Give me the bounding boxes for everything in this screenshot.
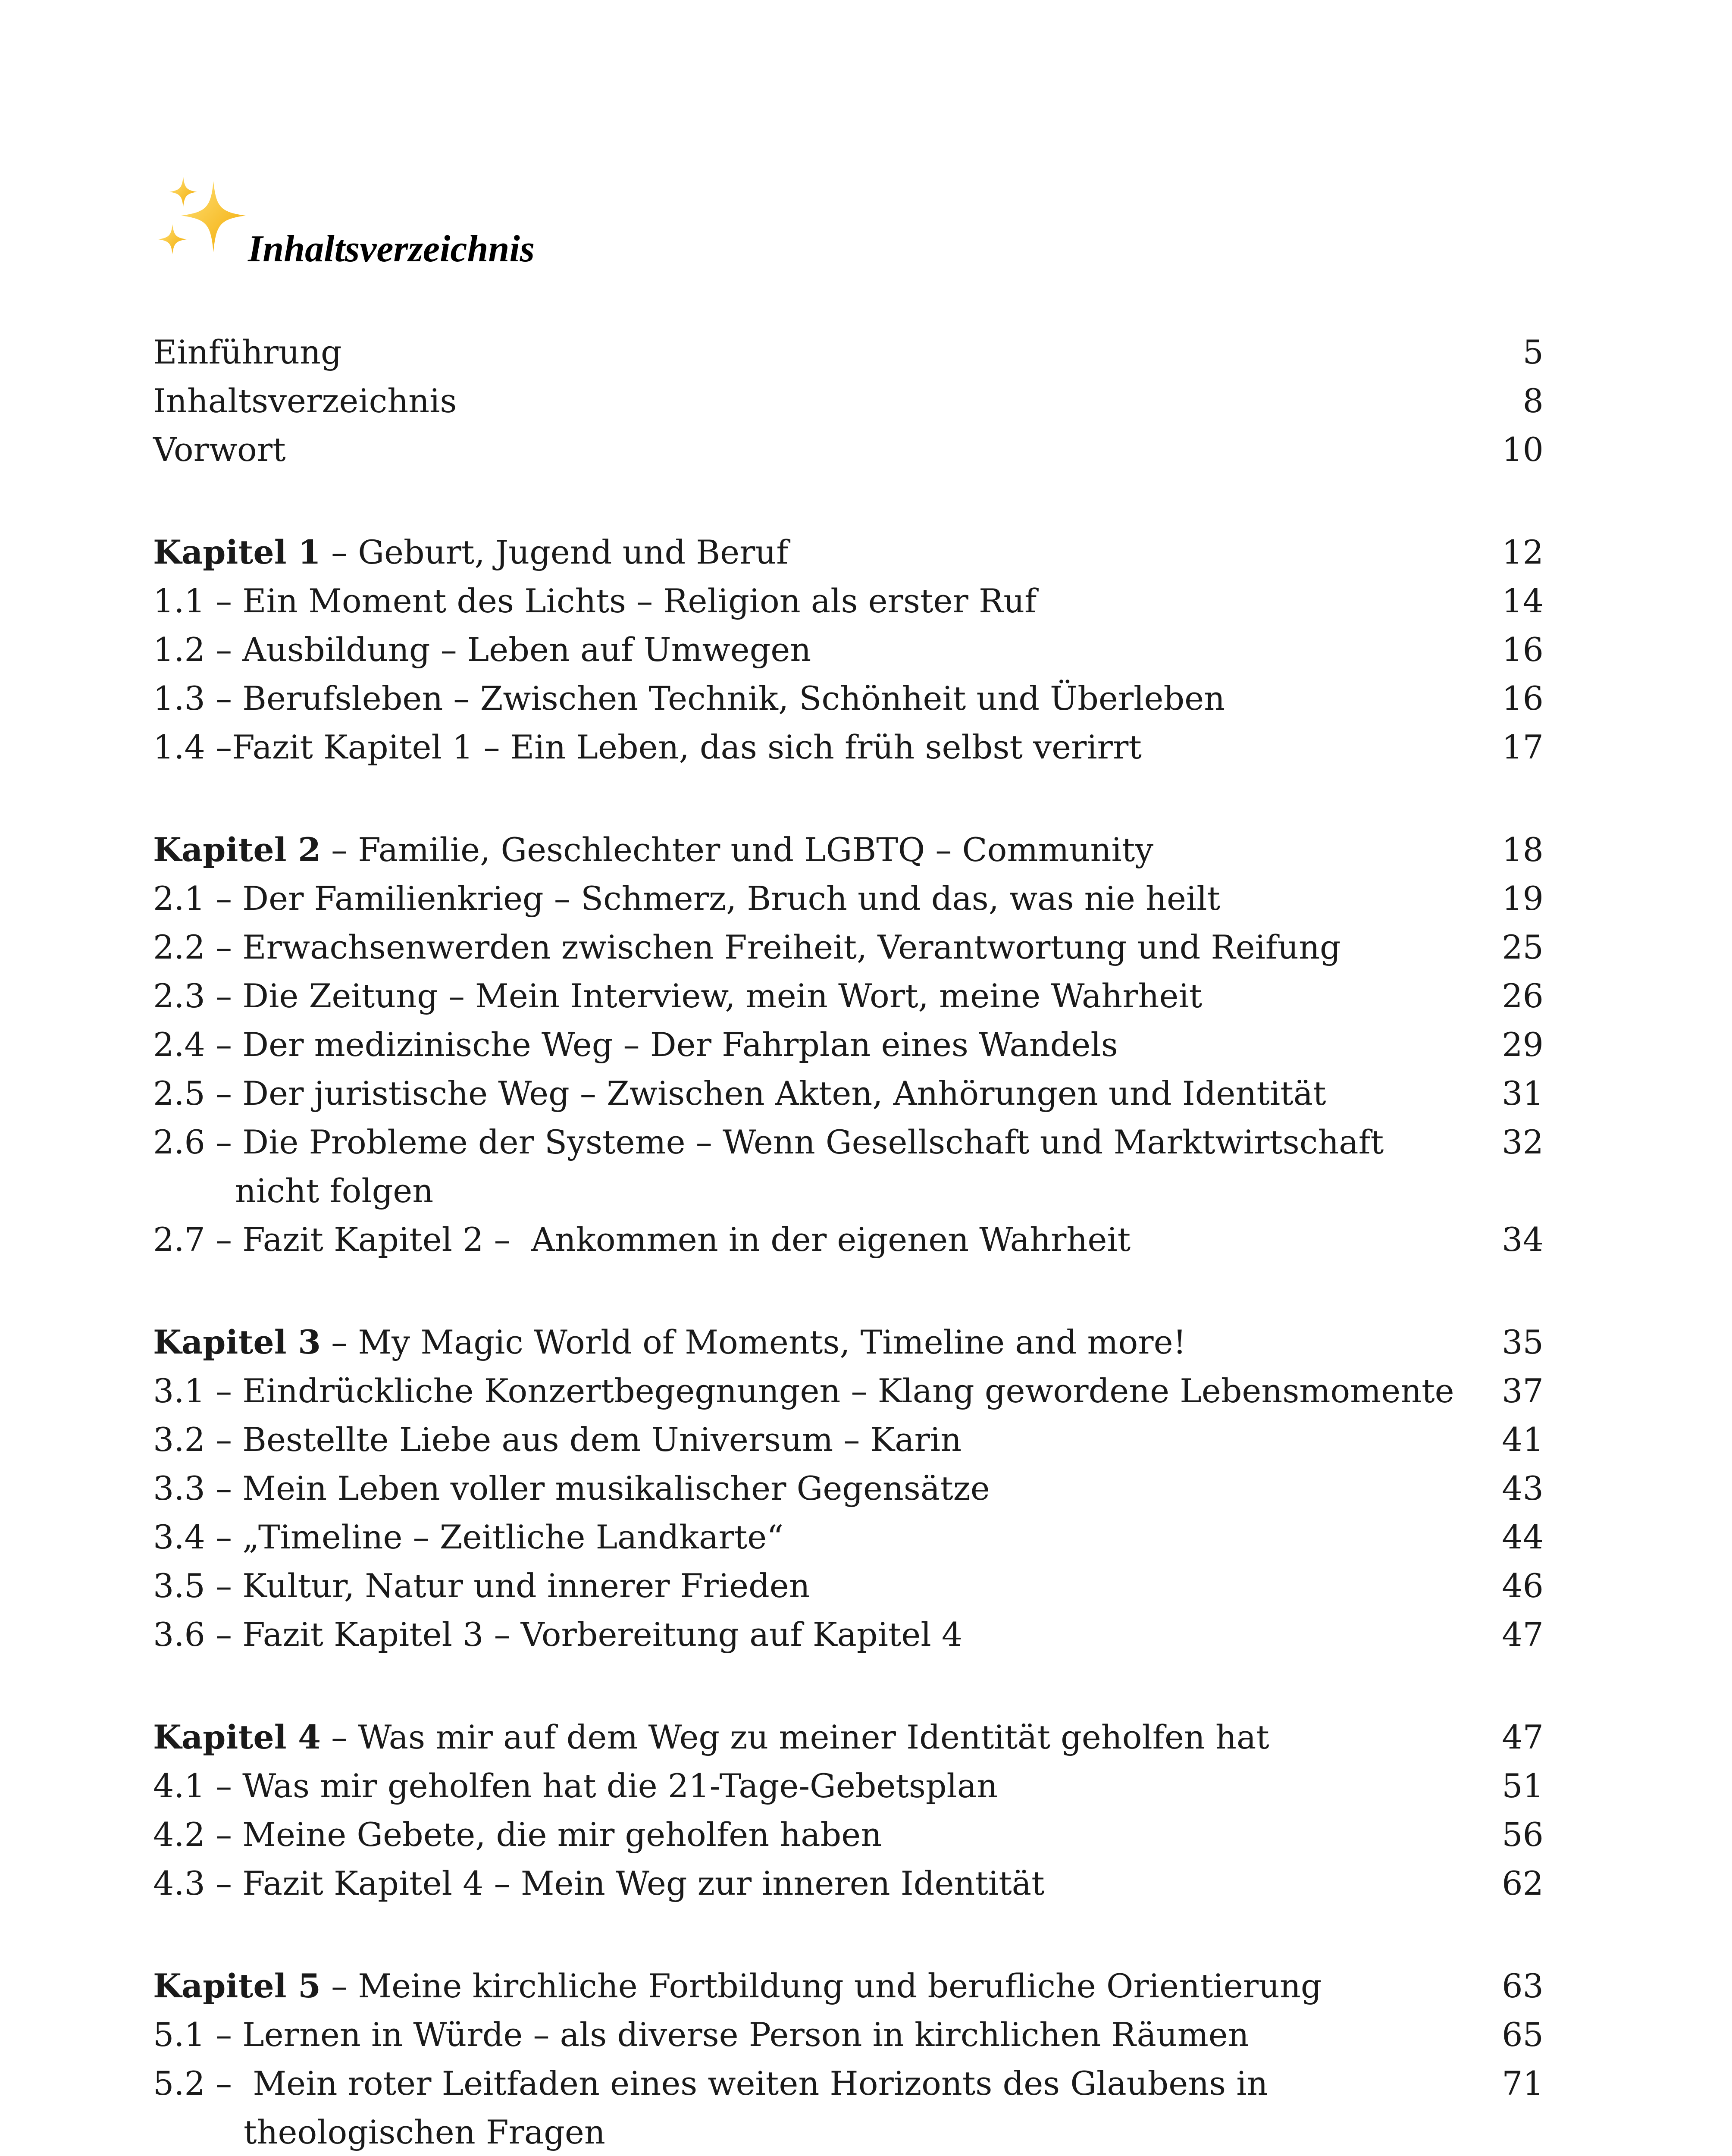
toc-page-number: 44 [1502, 1518, 1544, 1556]
toc-page-number: 19 [1502, 879, 1544, 918]
toc-page-number: 8 [1522, 382, 1544, 420]
toc-entry [153, 1513, 1544, 1561]
toc-entry [153, 577, 1544, 625]
toc-page-number: 43 [1502, 1469, 1544, 1507]
toc-entry-title [153, 376, 457, 425]
toc-entry-title-line: 2.3 – Die Zeitung – Mein Interview, mein Wort, meine Wahrheit [153, 977, 1203, 1015]
toc-page-number: 18 [1502, 830, 1544, 869]
toc-page-number: 37 [1502, 1372, 1544, 1410]
toc-entry [153, 1069, 1544, 1118]
toc-entry-title-line: 1.4 –Fazit Kapitel 1 – Ein Leben, das sich früh selbst verirrt [153, 728, 1142, 766]
toc-entry-title [153, 1069, 1326, 1118]
toc-page-number: 34 [1502, 1220, 1544, 1259]
toc-entry-title [153, 1118, 1384, 1215]
toc-chapter-entry [153, 1713, 1544, 1761]
toc-page-number: 31 [1502, 1074, 1544, 1112]
toc-page-number: 26 [1502, 977, 1544, 1015]
toc-page-number: 56 [1502, 1815, 1544, 1854]
toc-entry [153, 1215, 1544, 1264]
toc-entry-title [153, 971, 1202, 1020]
toc-entry [153, 376, 1544, 425]
toc-entry [153, 1415, 1544, 1464]
toc-entry [153, 2010, 1544, 2059]
chapter-title: – Familie, Geschlechter und LGBTQ – Community [320, 830, 1154, 869]
toc-entry-title-line [153, 533, 789, 571]
toc-page-number: 35 [1502, 1323, 1544, 1361]
toc-entry-title [153, 577, 1037, 625]
toc-entry-title-line: 2.1 – Der Familienkrieg – Schmerz, Bruch und das, was nie heilt [153, 879, 1221, 918]
chapter-label: Kapitel 1 [153, 533, 321, 571]
toc-entry-title [153, 2059, 1268, 2156]
toc-page-number: 71 [1502, 2064, 1544, 2103]
toc-front-matter [153, 328, 1544, 474]
toc-page-number: 29 [1502, 1025, 1544, 1064]
chapter-label: Kapitel 2 [153, 830, 321, 869]
toc-entry [153, 328, 1544, 376]
toc-entry-title-line: 4.2 – Meine Gebete, die mir geholfen haben [153, 1815, 882, 1854]
toc-entry-title-line: 3.1 – Eindrückliche Konzertbegegnungen – Klang gewordene Lebensmomente [153, 1372, 1454, 1410]
toc-entry [153, 874, 1544, 923]
toc-entry-title-line: 3.6 – Fazit Kapitel 3 – Vorbereitung auf Kapitel 4 [153, 1615, 963, 1654]
sparkles-icon [153, 172, 252, 272]
toc-entry [153, 1561, 1544, 1610]
toc-entry [153, 1020, 1544, 1069]
toc-entry [153, 1366, 1544, 1415]
toc-entry-title [153, 1415, 962, 1464]
toc-page-number: 63 [1502, 1967, 1544, 2005]
toc-entry-title [153, 2010, 1249, 2059]
toc-entry-title-line: 2.2 – Erwachsenwerden zwischen Freiheit, Verantwortung und Reifung [153, 928, 1341, 966]
toc-page-number: 51 [1502, 1767, 1544, 1805]
toc-entry-title-line: 3.5 – Kultur, Natur und innerer Frieden [153, 1567, 810, 1605]
toc-entry [153, 425, 1544, 474]
toc-entry [153, 971, 1544, 1020]
toc-chapter-group [153, 1713, 1544, 1908]
toc-entry-title [153, 1464, 990, 1513]
toc-page-number: 17 [1502, 728, 1544, 766]
toc-entry-title-line: 2.5 – Der juristische Weg – Zwischen Akten, Anhörungen und Identität [153, 1074, 1326, 1112]
toc-chapter-group [153, 1962, 1544, 2156]
toc-entry-title-line: 2.7 – Fazit Kapitel 2 – Ankommen in der eigenen Wahrheit [153, 1220, 1131, 1259]
toc-entry [153, 1610, 1544, 1659]
toc-entry-title-line: Vorwort [153, 430, 286, 469]
toc-entry-title-line [153, 830, 1153, 869]
toc-page-number: 16 [1502, 679, 1544, 718]
toc-entry [153, 674, 1544, 723]
toc-entry-title-line: 3.3 – Mein Leben voller musikalischer Gegensätze [153, 1469, 990, 1507]
toc-entry-title [153, 1810, 882, 1859]
toc-entry [153, 2059, 1544, 2156]
toc-entry [153, 1761, 1544, 1810]
toc-entry-title-line: 3.2 – Bestellte Liebe aus dem Universum – Karin [153, 1420, 962, 1459]
toc-entry-title [153, 1561, 810, 1610]
toc-entry-title-line [153, 1323, 1186, 1361]
toc-entry-title [153, 1366, 1454, 1415]
toc-entry-title-line: Einführung [153, 333, 342, 371]
toc-entry [153, 1859, 1544, 1908]
toc-entry-title [153, 328, 342, 376]
toc-entry-title-line [153, 1718, 1269, 1756]
toc-entry-title [153, 1610, 962, 1659]
chapter-title: – Meine kirchliche Fortbildung und berufliche Orientierung [320, 1967, 1322, 2005]
toc-page-number: 14 [1502, 582, 1544, 620]
toc-entry-title-line: 1.2 – Ausbildung – Leben auf Umwegen [153, 630, 811, 669]
chapter-label: Kapitel 5 [153, 1967, 321, 2005]
toc-page-number: 25 [1502, 928, 1544, 966]
toc-entry-continuation: nicht folgen [235, 1172, 434, 1210]
toc-chapter-entry [153, 528, 1544, 577]
toc-entry-title [153, 825, 1153, 874]
toc-entry-title-line [153, 1967, 1322, 2005]
toc-chapter-group [153, 1318, 1544, 1659]
toc-entry-title [153, 1513, 783, 1561]
toc-chapter-entry [153, 1962, 1544, 2010]
toc-entry-title [153, 723, 1142, 771]
toc-chapter-group [153, 825, 1544, 1264]
toc-page-number: 46 [1502, 1567, 1544, 1605]
toc-entry-title [153, 1215, 1131, 1264]
toc-entry-title [153, 625, 811, 674]
toc-entry-title-line: 4.3 – Fazit Kapitel 4 – Mein Weg zur inneren Identität [153, 1864, 1045, 1902]
toc-entry-title [153, 923, 1341, 971]
toc-entry-title [153, 1962, 1322, 2010]
toc-heading [153, 172, 1015, 285]
page-title: Inhaltsverzeichnis [248, 228, 535, 270]
toc-entry-title-line: 4.1 – Was mir geholfen hat die 21-Tage-Gebetsplan [153, 1767, 998, 1805]
toc-page-number: 47 [1502, 1615, 1544, 1654]
toc-page-number: 65 [1502, 2015, 1544, 2054]
toc-chapter-entry [153, 1318, 1544, 1366]
toc-entry [153, 1810, 1544, 1859]
toc-entry-title [153, 528, 789, 577]
toc-page-number: 12 [1502, 533, 1544, 571]
toc-page-number: 32 [1502, 1123, 1544, 1161]
toc-entry-continuation: theologischen Fragen [244, 2113, 605, 2151]
toc-chapter-entry [153, 825, 1544, 874]
toc-entry [153, 1118, 1544, 1215]
toc-entry-title-line: Inhaltsverzeichnis [153, 382, 457, 420]
toc-page-number: 41 [1502, 1420, 1544, 1459]
chapter-title: – Geburt, Jugend und Beruf [320, 533, 789, 571]
toc-entry-title [153, 425, 286, 474]
toc-entry-title [153, 1020, 1118, 1069]
toc-entry-title [153, 1761, 998, 1810]
toc-entry-title [153, 874, 1220, 923]
toc-entry-title-line: 1.1 – Ein Moment des Lichts – Religion als erster Ruf [153, 582, 1037, 620]
toc-entry-title-line: 5.1 – Lernen in Würde – als diverse Person in kirchlichen Räumen [153, 2015, 1249, 2054]
toc-entry-title-line: 5.2 – Mein roter Leitfaden eines weiten Horizonts des Glaubens in [153, 2064, 1268, 2103]
table-of-contents [153, 328, 1544, 2156]
toc-entry-title [153, 674, 1225, 723]
chapter-label: Kapitel 3 [153, 1323, 321, 1361]
toc-chapter-group [153, 528, 1544, 771]
toc-entry-title [153, 1713, 1269, 1761]
toc-page-number: 16 [1502, 630, 1544, 669]
toc-entry-title-line: 3.4 – „Timeline – Zeitliche Landkarte“ [153, 1518, 784, 1556]
toc-entry [153, 1464, 1544, 1513]
toc-entry-title-line: 1.3 – Berufsleben – Zwischen Technik, Schönheit und Überleben [153, 679, 1225, 718]
toc-entry-title-line: 2.4 – Der medizinische Weg – Der Fahrplan eines Wandels [153, 1025, 1118, 1064]
toc-entry [153, 923, 1544, 971]
chapter-title: – Was mir auf dem Weg zu meiner Identität geholfen hat [320, 1718, 1269, 1756]
chapter-label: Kapitel 4 [153, 1718, 321, 1756]
toc-entry-title [153, 1318, 1186, 1366]
toc-page-number: 62 [1502, 1864, 1544, 1902]
toc-entry-title [153, 1859, 1045, 1908]
toc-entry [153, 723, 1544, 771]
chapter-title: – My Magic World of Moments, Timeline and more! [320, 1323, 1187, 1361]
toc-page-number: 5 [1522, 333, 1544, 371]
toc-entry [153, 625, 1544, 674]
toc-page-number: 10 [1502, 430, 1544, 469]
toc-page-number: 47 [1502, 1718, 1544, 1756]
toc-entry-title-line: 2.6 – Die Probleme der Systeme – Wenn Gesellschaft und Marktwirtschaft [153, 1123, 1384, 1161]
